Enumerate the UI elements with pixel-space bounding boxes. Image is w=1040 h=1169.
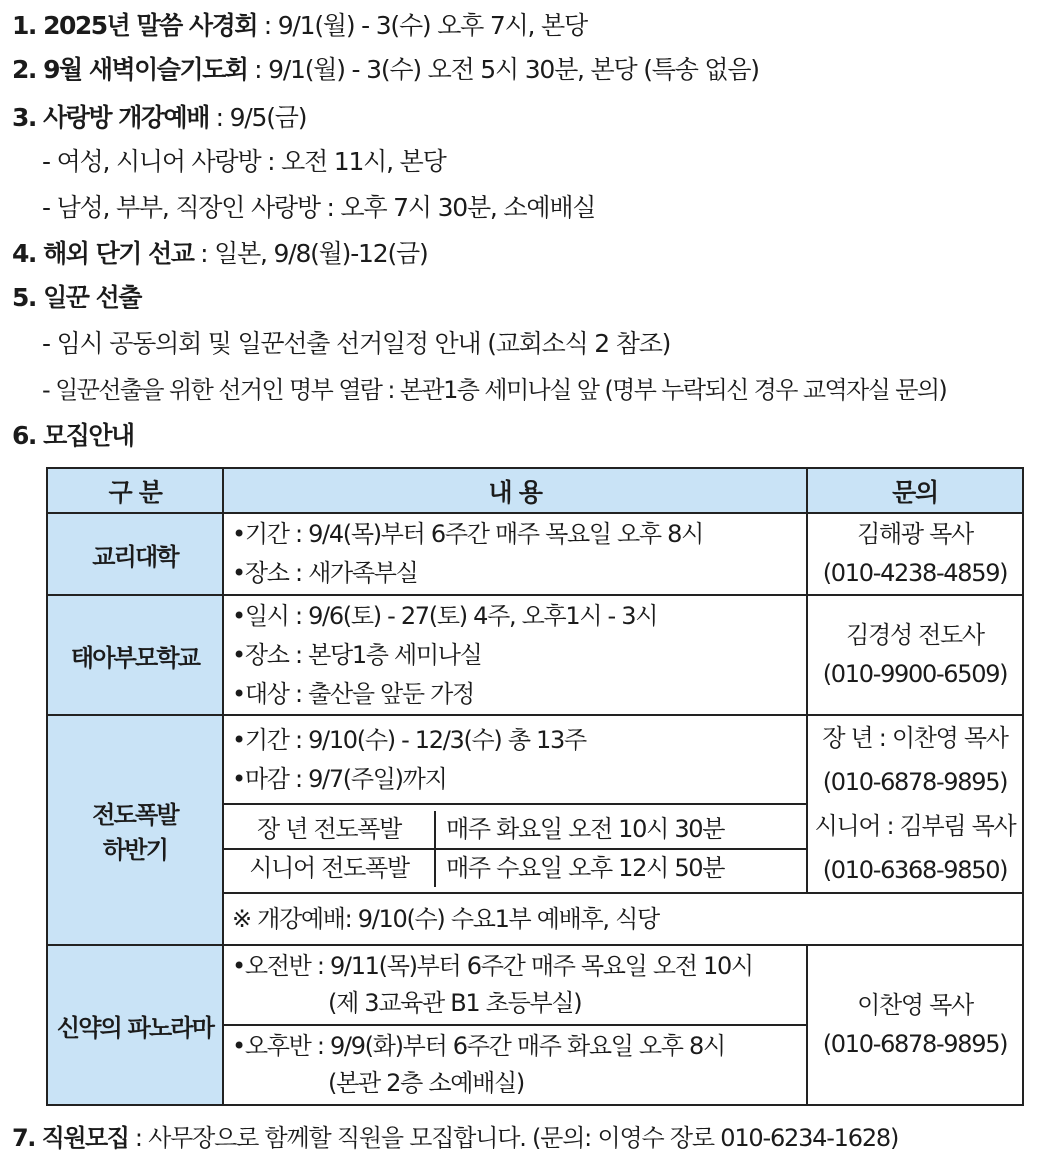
row-category: 교리대학: [47, 513, 223, 595]
contact-line: (010-6878-9895): [822, 768, 1008, 796]
notice-detail: : 9/5(금): [208, 103, 307, 132]
row-category: 신약의 파노라마: [47, 945, 223, 1105]
content-line: •대상 : 출산을 앞둔 가정: [232, 679, 474, 708]
notice-title: 7. 직원모집: [12, 1124, 129, 1152]
content-line: •기간 : 9/4(목)부터 6주간 매주 목요일 오후 8시: [232, 520, 703, 548]
row-category: 태아부모학교: [47, 595, 223, 715]
content-line: •장소 : 새가족부실: [232, 559, 418, 587]
schedule-table: [224, 811, 806, 887]
row-category: [47, 715, 223, 945]
contact-phone: (010-6878-9895): [822, 1030, 1008, 1058]
notice-item-4: [12, 232, 428, 276]
category-line: 전도폭발: [92, 801, 178, 829]
contact-line: 시니어 : 김부림 목사: [814, 812, 1016, 840]
notice-item-3: [12, 96, 306, 140]
notice-detail: : 일본, 9/8(월)-12(금): [193, 239, 428, 268]
contact-name: 이찬영 목사: [857, 991, 973, 1019]
contact-name: 김해광 목사: [857, 520, 973, 548]
row-note: ※ 개강예배: 9/10(수) 수요1부 예배후, 식당: [223, 893, 1023, 945]
category-line: 하반기: [102, 836, 168, 864]
table-row: [47, 715, 1023, 804]
notice-detail: : 9/1(월) - 3(수) 오후 7시, 본당: [256, 11, 587, 40]
contact-name: 김경성 전도사: [846, 621, 984, 649]
header-contact: 문의: [807, 468, 1023, 513]
table-header-row: [47, 468, 1023, 513]
notice-subitem: - 남성, 부부, 직장인 사랑방 : 오후 7시 30분, 소예배실: [42, 193, 596, 222]
schedule-time: 매주 화요일 오전 10시 30분: [435, 811, 806, 849]
row-contact: [807, 945, 1023, 1105]
row-content: [223, 945, 807, 1025]
notice-item-1: [12, 4, 587, 48]
notice-title: 5. 일꾼 선출: [12, 283, 141, 312]
notice-subitem: - 일꾼선출을 위한 선거인 명부 열람 : 본관1층 세미나실 앞 (명부 누락되신 경우 교역자실 문의): [42, 376, 947, 404]
table-row: [47, 595, 1023, 715]
header-content: 내 용: [223, 468, 807, 513]
contact-phone: (010-4238-4859): [822, 559, 1008, 587]
row-content: [223, 715, 807, 804]
schedule-row: [224, 849, 806, 887]
content-line: •오후반 : 9/9(화)부터 6주간 매주 화요일 오후 8시: [232, 1032, 725, 1060]
contact-line: (010-6368-9850): [822, 856, 1008, 884]
header-category: 구 분: [47, 468, 223, 513]
content-line: •마감 : 9/7(주일)까지: [232, 764, 447, 793]
content-line: •장소 : 본당1층 세미나실: [232, 640, 482, 669]
content-line: (본관 2층 소예배실): [328, 1069, 524, 1097]
table-row: [47, 945, 1023, 1025]
schedule-name: 시니어 전도폭발: [224, 849, 435, 887]
content-line: (제 3교육관 B1 초등부실): [328, 989, 582, 1017]
row-content: [223, 513, 807, 595]
notice-title: 1. 2025년 말씀 사경회: [12, 11, 257, 40]
row-contact: [807, 513, 1023, 595]
schedule-row: [224, 811, 806, 849]
table-row: [47, 513, 1023, 595]
notice-title: 4. 해외 단기 선교: [12, 239, 194, 268]
notice-title: 6. 모집안내: [12, 421, 134, 450]
notice-subitem: - 임시 공동의회 및 일꾼선출 선거일정 안내 (교회소식 2 참조): [42, 329, 671, 358]
notice-title: 2. 9월 새벽이슬기도회: [12, 55, 248, 84]
notice-title: 3. 사랑방 개강예배: [12, 103, 209, 132]
notice-item-2: [12, 48, 759, 92]
notice-detail: : 9/1(월) - 3(수) 오전 5시 30분, 본당 (특송 없음): [247, 55, 759, 84]
recruitment-table: [46, 467, 1024, 1106]
contact-line: 장 년 : 이찬영 목사: [822, 724, 1008, 752]
content-line: •오전반 : 9/11(목)부터 6주간 매주 목요일 오전 10시: [232, 952, 753, 980]
schedule-name: 장 년 전도폭발: [224, 811, 435, 849]
notice-item-7: [12, 1116, 898, 1160]
notice-subitem: - 여성, 시니어 사랑방 : 오전 11시, 본당: [42, 147, 446, 176]
row-contact: [807, 715, 1023, 893]
row-content: [223, 1025, 807, 1105]
notice-detail: : 사무장으로 함께할 직원을 모집합니다. (문의: 이영수 장로 010-6234-1628): [128, 1124, 899, 1152]
notice-item-5: [12, 276, 141, 320]
content-line: •기간 : 9/10(수) - 12/3(수) 총 13주: [232, 725, 586, 754]
schedule-time: 매주 수요일 오후 12시 50분: [435, 849, 806, 887]
row-contact: [807, 595, 1023, 715]
content-line: •일시 : 9/6(토) - 27(토) 4주, 오후1시 - 3시: [232, 601, 658, 630]
schedule-cell: [223, 804, 807, 893]
notice-item-6: [12, 414, 134, 458]
contact-phone: (010-9900-6509): [822, 660, 1008, 688]
row-content: [223, 595, 807, 715]
